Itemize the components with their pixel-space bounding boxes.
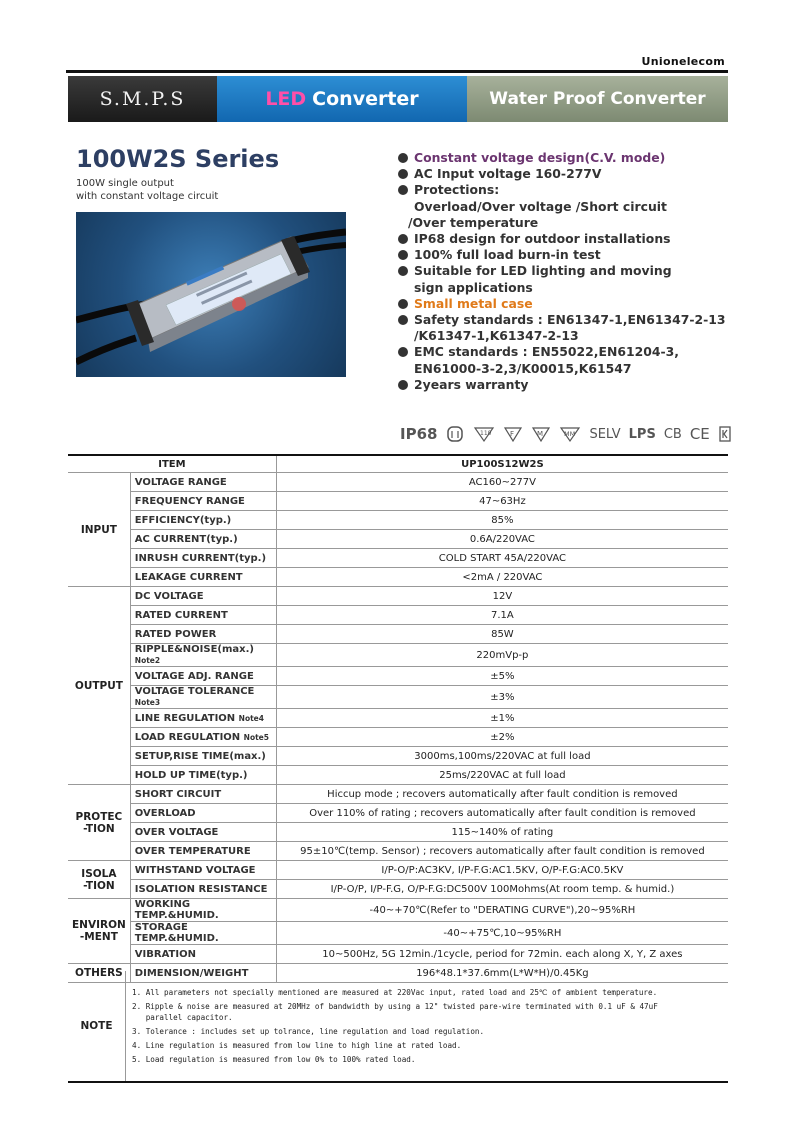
spec-value: 10~500Hz, 5G 12min./1cycle, period for 72min. each along X, Y, Z axes [276, 945, 728, 964]
spec-item-label: RIPPLE&NOISE(max.) [134, 644, 254, 655]
feature-text: 2years warranty [414, 376, 529, 392]
feature-continuation: EN61000-3-2,3/K00015,K61547 [414, 360, 632, 376]
table-row [68, 823, 728, 842]
feature-continuation: /K61347-1,K61347-2-13 [414, 328, 579, 344]
table-row [68, 804, 728, 823]
spec-item [130, 861, 276, 880]
table-row [68, 861, 728, 880]
spec-item-label: RATED CURRENT [134, 609, 228, 621]
spec-item [130, 530, 276, 549]
feature-item [398, 296, 738, 312]
table-row [68, 709, 728, 728]
spec-item-label: AC CURRENT(typ.) [134, 533, 238, 545]
spec-value: -40~+70℃(Refer to "DERATING CURVE"),20~95%RH [276, 899, 728, 922]
tab-led-converter[interactable] [217, 76, 467, 122]
group-label: INPUT [68, 473, 130, 587]
product-photo [76, 212, 346, 377]
table-row [68, 644, 728, 667]
ce-mark: CE [689, 425, 710, 443]
feature-text: Protections: [414, 182, 500, 198]
spec-item [130, 568, 276, 587]
spec-item-label: HOLD UP TIME(typ.) [134, 769, 248, 781]
spec-item [130, 842, 276, 861]
spec-value: ±1% [276, 709, 728, 728]
tab-water-proof[interactable]: Water Proof Converter [467, 76, 728, 122]
feature-item [398, 182, 738, 198]
enclosure-symbol-icon [445, 425, 465, 443]
category-tabs [68, 76, 728, 122]
bullet-icon [398, 380, 408, 390]
feature-text: Small metal case [414, 295, 533, 311]
table-row [68, 606, 728, 625]
spec-value: 196*48.1*37.6mm(L*W*H)/0.45Kg [276, 964, 728, 983]
bullet-icon [398, 299, 408, 309]
table-row [68, 945, 728, 964]
feature-item [398, 312, 738, 328]
table-header-row [68, 455, 728, 473]
feature-text: EMC standards : EN55022,EN61204-3, [414, 344, 679, 360]
table-row [68, 667, 728, 686]
mm-mark-icon [559, 425, 581, 443]
spec-item-label: ISOLATION RESISTANCE [134, 883, 268, 895]
spec-item-note: Note3 [134, 698, 161, 707]
spec-item-label: EFFICIENCY(typ.) [134, 514, 232, 526]
spec-item-label: VIBRATION [134, 948, 196, 960]
spec-item [130, 747, 276, 766]
note-item: 2. Ripple & noise are measured at 20MHz of bandwidth by using a 12" twisted pare-wire terminated with 0.1 uF & 47uF parallel capacitor. [132, 1002, 658, 1022]
spec-value: ±2% [276, 728, 728, 747]
spec-item-label: VOLTAGE RANGE [134, 476, 227, 488]
group-label: OTHERS [68, 964, 130, 983]
spec-item [130, 511, 276, 530]
spec-value: 25ms/220VAC at full load [276, 766, 728, 785]
series-title: 100W2S Series [76, 145, 280, 173]
feature-item [398, 166, 738, 182]
subtitle-line-2: with constant voltage circuit [76, 191, 219, 202]
spec-value: 115~140% of rating [276, 823, 728, 842]
m-mark-icon [531, 425, 551, 443]
spec-item-label: OVER VOLTAGE [134, 826, 219, 838]
feature-item [398, 344, 738, 360]
spec-item [130, 880, 276, 899]
spec-value: I/P-O/P, I/P-F.G, O/P-F.G:DC500V 100Mohms(At room temp. & humid.) [276, 880, 728, 899]
note-label: NOTE [68, 971, 126, 1081]
bullet-icon [398, 234, 408, 244]
spec-item [130, 922, 276, 945]
group-label: ENVIRON -MENT [68, 899, 130, 964]
spec-item-note: Note2 [134, 656, 161, 665]
model-header: UP100S12W2S [276, 455, 728, 473]
spec-value: AC160~277V [276, 473, 728, 492]
feature-item [398, 263, 738, 279]
spec-value: 7.1A [276, 606, 728, 625]
table-row [68, 530, 728, 549]
table-row [68, 625, 728, 644]
table-row [68, 568, 728, 587]
spec-item-label: INRUSH CURRENT(typ.) [134, 552, 267, 564]
spec-item [130, 549, 276, 568]
selv-mark: SELV [589, 426, 621, 442]
tab-converter-label: Converter [312, 88, 419, 110]
spec-item-label: DIMENSION/WEIGHT [134, 967, 249, 979]
tab-smps[interactable]: S.M.P.S [68, 76, 217, 122]
feature-item [398, 150, 738, 166]
class-ii-triangle-icon [473, 425, 495, 443]
table-row [68, 766, 728, 785]
spec-item [130, 766, 276, 785]
bullet-icon [398, 153, 408, 163]
item-header: ITEM [68, 455, 276, 473]
feature-text: Constant voltage design(C.V. mode) [414, 150, 666, 165]
spec-item-label: SHORT CIRCUIT [134, 788, 222, 800]
spec-item [130, 709, 276, 728]
spec-value: -40~+75℃,10~95%RH [276, 922, 728, 945]
spec-value: 47~63Hz [276, 492, 728, 511]
bullet-icon [398, 185, 408, 195]
spec-item [130, 804, 276, 823]
spec-value: 85% [276, 511, 728, 530]
spec-item [130, 644, 276, 667]
spec-item [130, 625, 276, 644]
note-item: 3. Tolerance : includes set up tolrance, line regulation and load regulation. [132, 1027, 485, 1036]
spec-item [130, 823, 276, 842]
table-row [68, 785, 728, 804]
bullet-icon [398, 315, 408, 325]
feature-list [398, 150, 738, 393]
spec-item [130, 686, 276, 709]
spec-item-label: OVERLOAD [134, 807, 196, 819]
group-label: PROTEC -TION [68, 785, 130, 861]
svg-text:F: F [510, 430, 515, 438]
specification-table [68, 454, 728, 983]
spec-item-label: LOAD REGULATION [134, 731, 241, 743]
spec-item-label: OVER TEMPERATURE [134, 845, 251, 857]
f-mark-icon [503, 425, 523, 443]
feature-continuation: /Over temperature [408, 214, 539, 230]
spec-item [130, 667, 276, 686]
kc-mark-icon [718, 425, 732, 443]
spec-item [130, 606, 276, 625]
group-label: OUTPUT [68, 587, 130, 785]
feature-text: Suitable for LED lighting and moving [414, 263, 672, 279]
subtitle-line-1: 100W single output [76, 178, 174, 189]
certification-marks [400, 425, 732, 443]
spec-item-label: WITHSTAND VOLTAGE [134, 864, 256, 876]
feature-text: AC Input voltage 160-277V [414, 166, 602, 182]
spec-item [130, 728, 276, 747]
table-row [68, 842, 728, 861]
table-row [68, 549, 728, 568]
group-label: ISOLA -TION [68, 861, 130, 899]
spec-value: COLD START 45A/220VAC [276, 549, 728, 568]
spec-value: 12V [276, 587, 728, 606]
brand-name: Unionelecom [641, 55, 725, 68]
table-row [68, 511, 728, 530]
table-row [68, 728, 728, 747]
spec-item [130, 785, 276, 804]
bullet-icon [398, 347, 408, 357]
note-item: 4. Line regulation is measured from low line to high line at rated load. [132, 1041, 462, 1050]
spec-item [130, 473, 276, 492]
feature-item [398, 247, 738, 263]
bullet-icon [398, 250, 408, 260]
spec-value: I/P-O/P:AC3KV, I/P-F.G:AC1.5KV, O/P-F.G:AC0.5KV [276, 861, 728, 880]
spec-item-note: Note4 [238, 713, 264, 723]
svg-text:M: M [537, 430, 544, 438]
header-rule [66, 70, 728, 73]
note-item: 5. Load regulation is measured from low 0% to 100% rated load. [132, 1055, 416, 1064]
lps-mark: LPS [628, 426, 656, 442]
spec-item-label: DC VOLTAGE [134, 590, 204, 602]
spec-item-label: SETUP,RISE TIME(max.) [134, 750, 266, 762]
spec-item-label: WORKING TEMP.&HUMID. [134, 899, 219, 921]
feature-text: Safety standards : EN61347-1,EN61347-2-13 [414, 312, 726, 328]
spec-value: ±5% [276, 667, 728, 686]
bullet-icon [398, 266, 408, 276]
svg-text:110: 110 [480, 430, 492, 437]
spec-item-label: STORAGE TEMP.&HUMID. [134, 922, 219, 944]
table-row [68, 587, 728, 606]
spec-item-label: FREQUENCY RANGE [134, 495, 245, 507]
table-row [68, 922, 728, 945]
notes-list [126, 971, 658, 1081]
feature-text: 100% full load burn-in test [414, 247, 601, 263]
spec-item [130, 492, 276, 511]
spec-item-label: VOLTAGE ADJ. RANGE [134, 670, 254, 682]
spec-value: ±3% [276, 686, 728, 709]
spec-value: <2mA / 220VAC [276, 568, 728, 587]
svg-text:MM: MM [564, 430, 576, 438]
table-row [68, 686, 728, 709]
feature-continuation: sign applications [414, 279, 533, 295]
spec-item-label: LEAKAGE CURRENT [134, 571, 243, 583]
spec-value: 85W [276, 625, 728, 644]
table-row [68, 747, 728, 766]
table-row [68, 492, 728, 511]
feature-continuation: Overload/Over voltage /Short circuit [414, 198, 667, 214]
spec-value: Over 110% of rating ; recovers automatically after fault condition is removed [276, 804, 728, 823]
spec-value: 3000ms,100ms/220VAC at full load [276, 747, 728, 766]
spec-item [130, 945, 276, 964]
spec-item [130, 587, 276, 606]
spec-value: 220mVp-p [276, 644, 728, 667]
spec-value: Hiccup mode ; recovers automatically after fault condition is removed [276, 785, 728, 804]
spec-value: 0.6A/220VAC [276, 530, 728, 549]
spec-item [130, 899, 276, 922]
table-row [68, 899, 728, 922]
spec-item-label: LINE REGULATION [134, 712, 236, 724]
notes-section [68, 971, 728, 1083]
spec-item-label: RATED POWER [134, 628, 217, 640]
bullet-icon [398, 169, 408, 179]
ip68-mark: IP68 [400, 425, 438, 443]
spec-value: 95±10℃(temp. Sensor) ; recovers automatically after fault condition is removed [276, 842, 728, 861]
cb-mark: CB [663, 426, 682, 442]
spec-item-note: Note5 [243, 732, 269, 742]
tab-led-highlight: LED [265, 88, 307, 110]
feature-item [398, 377, 738, 393]
table-row [68, 473, 728, 492]
table-row [68, 880, 728, 899]
note-item: 1. All parameters not specially mentioned are measured at 220Vac input, rated load and 25℃ of ambient temperature. [132, 988, 658, 997]
feature-text: IP68 design for outdoor installations [414, 231, 671, 247]
feature-item [398, 231, 738, 247]
spec-item-label: VOLTAGE TOLERANCE [134, 686, 255, 697]
converter-illustration [76, 212, 346, 377]
